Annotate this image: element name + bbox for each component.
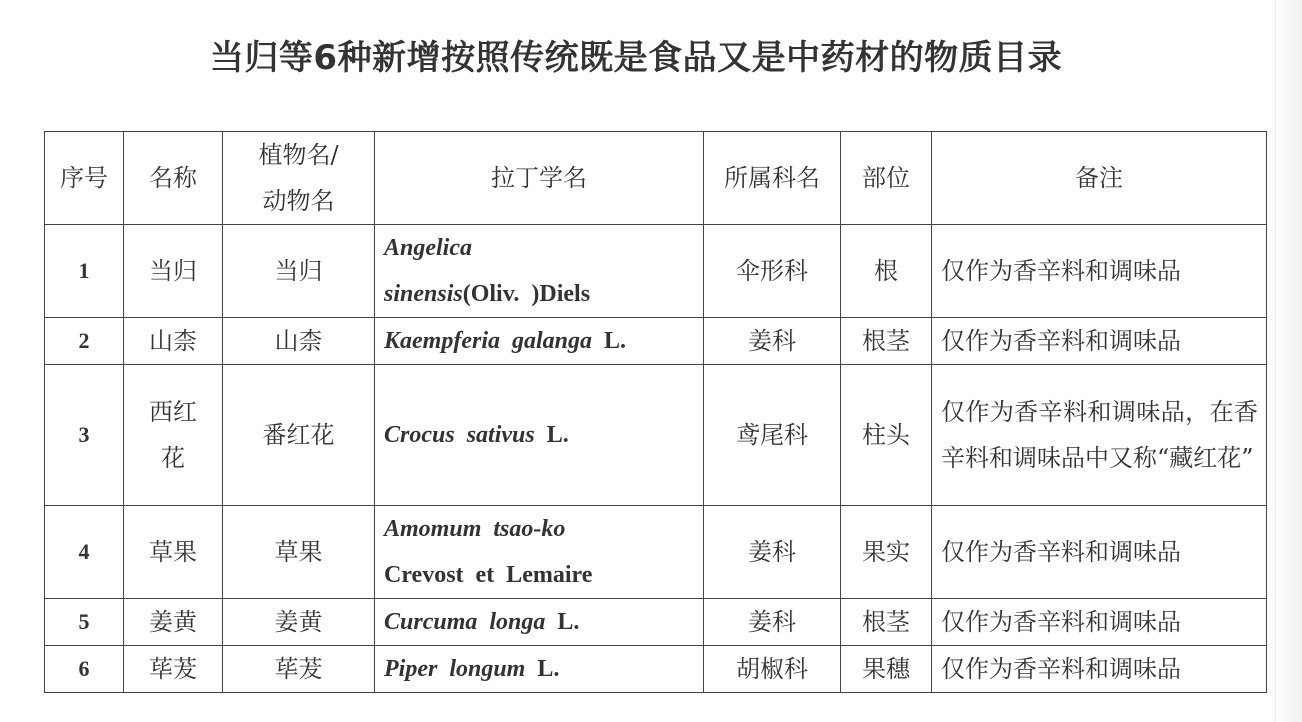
row-index: 6 (45, 646, 124, 693)
row-part: 根茎 (841, 599, 932, 646)
row-index: 3 (45, 365, 124, 506)
latin-author: Crevost et Lemaire (384, 562, 593, 588)
row-name: 当归 (124, 225, 223, 318)
row-family: 姜科 (704, 599, 841, 646)
row-part: 果穗 (841, 646, 932, 693)
row-part: 根 (841, 225, 932, 318)
table-row (45, 506, 1267, 599)
header-latin: 拉丁学名 (375, 132, 704, 225)
table-row (45, 225, 1267, 318)
row-family: 鸢尾科 (704, 365, 841, 506)
row-part: 根茎 (841, 318, 932, 365)
row-latin (375, 225, 704, 318)
latin-binomial: Curcuma longa (384, 609, 546, 635)
latin-species: sinensis (384, 281, 463, 307)
row-name: 山柰 (124, 318, 223, 365)
row-latin (375, 365, 704, 506)
latin-author: L. (534, 422, 569, 448)
row-plant: 山柰 (223, 318, 375, 365)
latin-author: L. (525, 656, 560, 682)
row-latin (375, 318, 704, 365)
row-plant: 姜黄 (223, 599, 375, 646)
header-plant-line1: 植物名/ (258, 141, 339, 169)
row-plant: 荜茇 (223, 646, 375, 693)
latin-binomial: Piper longum (384, 656, 526, 682)
row-name: 草果 (124, 506, 223, 599)
row-name (124, 365, 223, 506)
latin-binomial: Crocus sativus (384, 422, 535, 448)
row-index: 5 (45, 599, 124, 646)
row-index: 1 (45, 225, 124, 318)
row-name-line2: 花 (161, 444, 185, 472)
latin-binomial: Kaempferia galanga (384, 328, 592, 354)
header-plant-animal-name (223, 132, 375, 225)
row-note: 仅作为香辛料和调味品 (932, 225, 1267, 318)
scrollbar-track[interactable] (1275, 0, 1302, 722)
row-note: 仅作为香辛料和调味品 (932, 599, 1267, 646)
table-row (45, 318, 1267, 365)
row-index: 2 (45, 318, 124, 365)
row-part: 柱头 (841, 365, 932, 506)
row-family: 胡椒科 (704, 646, 841, 693)
latin-author: L. (592, 328, 627, 354)
header-index: 序号 (45, 132, 124, 225)
row-family: 伞形科 (704, 225, 841, 318)
header-plant-line2: 动物名 (262, 187, 335, 215)
catalog-table (44, 131, 1267, 693)
table-row (45, 646, 1267, 693)
row-plant: 草果 (223, 506, 375, 599)
row-note: 仅作为香辛料和调味品 (932, 506, 1267, 599)
header-note: 备注 (932, 132, 1267, 225)
row-note: 仅作为香辛料和调味品 (932, 646, 1267, 693)
row-name: 荜茇 (124, 646, 223, 693)
row-index: 4 (45, 506, 124, 599)
header-family: 所属科名 (704, 132, 841, 225)
row-note: 仅作为香辛料和调味品，在香辛料和调味品中又称“藏红花” (932, 365, 1267, 506)
row-latin (375, 599, 704, 646)
header-part: 部位 (841, 132, 932, 225)
latin-author: L. (545, 609, 580, 635)
latin-author: (Oliv. )Diels (462, 281, 591, 307)
latin-binomial: Amomum tsao-ko (384, 516, 566, 542)
row-plant: 番红花 (223, 365, 375, 506)
table-header-row (45, 132, 1267, 225)
latin-genus: Angelica (384, 235, 472, 261)
row-latin (375, 646, 704, 693)
row-plant: 当归 (223, 225, 375, 318)
row-name-line1: 西红 (149, 398, 197, 426)
row-family: 姜科 (704, 506, 841, 599)
table-row (45, 599, 1267, 646)
row-latin (375, 506, 704, 599)
row-note: 仅作为香辛料和调味品 (932, 318, 1267, 365)
row-name: 姜黄 (124, 599, 223, 646)
table-row (45, 365, 1267, 506)
page-title: 当归等6种新增按照传统既是食品又是中药材的物质目录 (209, 38, 1063, 78)
row-family: 姜科 (704, 318, 841, 365)
row-part: 果实 (841, 506, 932, 599)
header-name: 名称 (124, 132, 223, 225)
